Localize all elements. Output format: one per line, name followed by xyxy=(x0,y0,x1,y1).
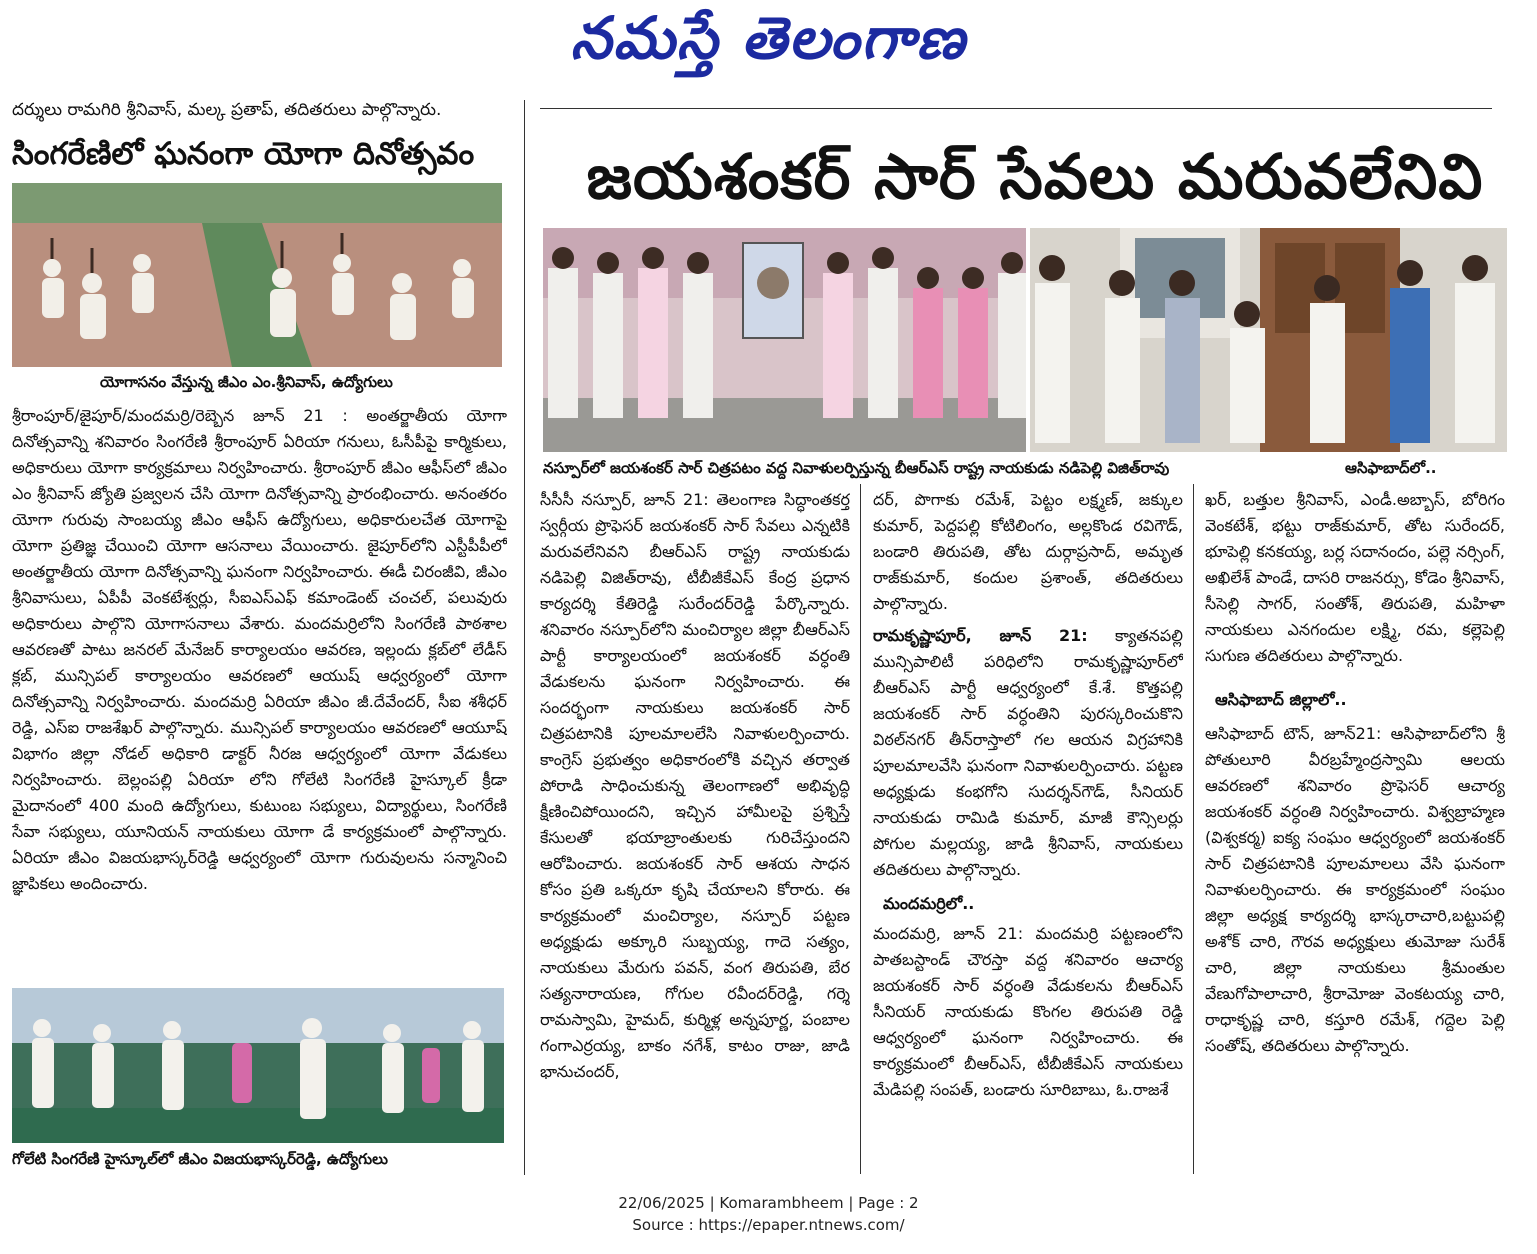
top-strip-text: దర్శులు రామగిరి శ్రీనివాస్, మల్క ప్రతాప్, తదితరులు పాల్గొన్నారు. xyxy=(12,100,442,120)
main-photo1-caption: నస్పూర్‌లో జయశంకర్ సార్ చిత్రపటం వద్ద నివాళులర్పిస్తున్న బీఆర్ఎస్ రాష్ట్ర నాయకుడు నడిపెల్లి విజిత్‌రావు xyxy=(543,459,1170,477)
masthead-logo: నమస్తే తెలంగాణ xyxy=(570,4,967,72)
yoga-photo-1 xyxy=(12,183,502,367)
left-body-text: శ్రీరాంపూర్/జైపూర్/మందమర్రి/రెబ్బెన జూన్ 21 : అంతర్జాతీయ యోగా దినోత్సవాన్ని శనివారం సింగరేణి శ్రీరాంపూర్ ఏరియా గనులు, ఓసీపీపై కార్మికులు, అధికారులు యోగా కార్యక్రమాలు నిర్వహించారు. శ్రీరాంపూర్ జీఎం ఆఫీస్‌లో జీఎం ఎం శ్రీనివాస్ జ్యోతి ప్రజ్వలన చేసి యోగా దినోత్సవాన్ని ప్రారంభించారు. అనంతరం యోగా గురువు సాంబయ్య జీఎం ఆఫీస్ ఉద్యోగులు, అధికారులచేత యోగాపై యోగా ప్రతిజ్ఞ చేయించి యోగా ఆసనాలు వేయించారు. జైపూర్‌లోని ఎస్టీపీపీలో అంతర్జాతీయ యోగా దినోత్సవాన్ని ఘనంగా నిర్వహించారు. ఈడీ చిరంజీవి, జీఎం శ్రీనివాసులు, ఏపీపీ వెంకటేశ్వర్లు, సీఐఎస్ఎఫ్ కమాండెంట్ చంచల్, పలువురు అధికారులు పాల్గొని యోగాసనాలు వేశారు. మందమర్రిలోని సింగరేణి పాఠశాల ఆవరణతో పాటు జనరల్ మేనేజర్ కార్యాలయం ఆవరణ, ఇల్లందు క్లబ్‌లో లేడీస్ క్లబ్, మున్సిపల్ కార్యాలయం ఆవరణలో ఆయుష్ ఆధ్వర్యంలో యోగా దినోత్సవాన్ని నిర్వహించారు. మందమర్రి ఏరియా జీఎం జీ.దేవేందర్, సీఐ శశీధర్ రెడ్డి, ఎస్ఐ రాజశేఖర్ పాల్గొన్నారు. మున్సిపల్ కార్యాలయం ఆవరణలో ఆయూష్ విభాగం జిల్లా నోడల్ అధికారి డాక్టర్ నీరజ ఆధ్వర్యంలో యోగా వేడుకలు నిర్వహించారు. బెల్లంపల్లి ఏరియా లోని గోలేటి సింగరేణి హైస్కూల్ క్రీడా మైదానంలో 400 మంది ఉద్యోగులు, కుటుంబ సభ్యులు, విద్యార్థులు, సింగరేణి సేవా సభ్యులు, యూనియన్ నాయకులు యోగా డే కార్యక్రమంలో పాల్గొన్నారు. ఏరియా జీఎం విజయభాస్కర్‌రెడ్డి ఆధ్వర్యంలో యోగా గురువులను సన్మానించి జ్ఞాపికలు అందించారు. xyxy=(12,406,507,893)
main-col2-para1: దర్, పొగాకు రమేశ్, పెట్టం లక్ష్మణ్, జక్కుల కుమార్, పెద్దపల్లి కోటిలింగం, అల్లకొండ రవిగౌడ్, బండారి తిరుపతి, తోట దుర్గాప్రసాద్, అమృత రాజ్‌కుమార్, కందుల ప్రశాంత్, తదితరులు పాల్గొన్నారు. xyxy=(873,490,1183,613)
left-headline: సింగరేణిలో ఘనంగా యోగా దినోత్సవం xyxy=(12,136,475,172)
main-photo-naspur xyxy=(543,228,1026,452)
footer-date-line: 22/06/2025 | Komarambheem | Page : 2 xyxy=(618,1194,919,1212)
top-rule xyxy=(540,108,1492,109)
column-divider-1 xyxy=(860,484,861,1174)
main-headline: జయశంకర్ సార్ సేవలు మరువలేనివి xyxy=(586,140,1484,213)
column-divider-main xyxy=(524,100,525,1175)
main-photo-asifabad xyxy=(1030,228,1507,452)
main-col-2 xyxy=(873,487,1183,1175)
main-col3-para2: ఆసిఫాబాద్ టౌన్, జూన్21: ఆసిఫాబాద్‌లోని శ్రీ పోతులూరి వీరబ్రహ్మేంద్రస్వామి ఆలయ ఆవరణలో శనివారం ప్రొఫెసర్ ఆచార్య జయశంకర్ వర్ధంతి నిర్వహించారు. విశ్వబ్రాహ్మణ (విశ్వకర్మ) ఐక్య సంఘం ఆధ్వర్యంలో జయశంకర్ సార్ చిత్రపటానికి పూలమాలలు వేసి ఘనంగా నివాళులర్పించారు. ఈ కార్యక్రమంలో సంఘం జిల్లా అధ్యక్ష కార్యదర్శి భాస్కరాచారి,బట్టుపల్లి అశోక్ చారి, గౌరవ అధ్యక్షులు తుమోజు సురేశ్ చారి, జిల్లా నాయకులు శ్రీమంతుల వేణుగోపాలాచారి, శ్రీరామోజు వెంకటయ్య చారి, రాధాకృష్ణ చారి, కస్తూరి రమేశ్, గద్దెల పెల్లి సంతోష్, తదితరులు పాల్గొన్నారు. xyxy=(1205,724,1505,1055)
main-col1-text: సీసీసీ నస్పూర్, జూన్ 21: తెలంగాణ సిద్ధాంతకర్త స్వర్గీయ ప్రొఫెసర్ జయశంకర్ సార్ సేవలు ఎన్నటికి మరువలేనివని బీఆర్ఎస్ రాష్ట్ర నాయకుడు నడిపెల్లి విజిత్‌రావు, టీబీజీకేఎస్ కేంద్ర ప్రధాన కార్యదర్శి కేతిరెడ్డి సురేందర్‌రెడ్డి పేర్కొన్నారు. శనివారం నస్పూర్‌లోని మంచిర్యాల జిల్లా బీఆర్ఎస్ పార్టీ కార్యాలయంలో జయశంకర్ వర్ధంతి వేడుకలను ఘనంగా నిర్వహించారు. ఈ సందర్భంగా నాయకులు జయశంకర్ సార్ చిత్రపటానికి పూలమాలలేసి నివాళులర్పించారు. కాంగ్రెస్ ప్రభుత్వం అధికారంలోకి వచ్చిన తర్వాత పోరాడి సాధించుకున్న తెలంగాణలో అభివృద్ధి క్షీణించిపోయిందని, ఇచ్చిన హామీలపై ప్రశ్నిస్తే కేసులతో భయాబ్రాంతులకు గురిచేస్తుందని ఆరోపించారు. జయశంకర్ సార్ ఆశయ సాధన కోసం ప్రతి ఒక్కరూ కృషి చేయాలని కోరారు. ఈ కార్యక్రమంలో మంచిర్యాల, నస్పూర్ పట్టణ అధ్యక్షుడు అక్కూరి సుబ్బయ్య, గాదె సత్యం, నాయకులు మేరుగు పవన్, వంగ తిరుపతి, బేర సత్యనారాయణ, గోగుల రవీందర్‌రెడ్డి, గర్శె రామస్వామి, హైమద్, కుర్మిళ్ల అన్నపూర్ణ, పంబాల గంగాఎర్రయ్య, బాకం నగేశ్, కాటం రాజు, జాడి భానుచందర్, xyxy=(540,490,850,1081)
left-photo1-caption: యోగాసనం వేస్తున్న జీఎం ఎం.శ్రీనివాస్, ఉద్యోగులు xyxy=(100,373,393,391)
main-col3-subhead: ఆసిఫాబాద్ జిల్లాలో.. xyxy=(1215,690,1347,709)
main-photo2-caption: ఆసిఫాబాద్‌లో.. xyxy=(1345,459,1437,477)
left-photo2-caption: గోలేటి సింగరేణి హైస్కూల్‌లో జీఎం విజయభాస్కర్‌రెడ్డి, ఉద్యోగులు xyxy=(12,1150,388,1168)
main-col2-subhead: మందమర్రిలో.. xyxy=(883,894,975,913)
left-article-body xyxy=(12,403,507,983)
main-col-1 xyxy=(540,487,850,1175)
yoga-photo-2 xyxy=(12,988,504,1143)
main-col2-para2 xyxy=(873,623,1183,883)
footer-source-link[interactable]: Source : https://epaper.ntnews.com/ xyxy=(632,1216,905,1234)
main-col-3 xyxy=(1205,487,1505,1175)
main-col2-para2-lead: రామకృష్ణాపూర్, జూన్ 21: xyxy=(873,626,1088,645)
main-col3-para1: ఖర్, బత్తుల శ్రీనివాస్, ఎండీ.అబ్బాస్, బోరిగం వెంకటేశ్, భట్టు రాజ్‌కుమార్, తోట సురేందర్, భూపెల్లి కనకయ్య, బర్ల సదానందం, పల్లె నర్సింగ్, అఖిలేశ్ పాండే, దాసరి రాజనర్సు, కోడెం శ్రీనివాస్, సీసెల్లి సాగర్, సంతోశ్, తిరుపతి, మహిళా నాయకులు ఎనగందుల లక్ష్మి, రమ, కల్లెపెల్లి సుగుణ తదితరులు పాల్గొన్నారు. xyxy=(1205,490,1505,665)
main-col2-para2-body: క్యాతనపల్లి మున్సిపాలిటీ పరిధిలోని రామకృష్ణాపూర్‌లో బీఆర్ఎస్ పార్టీ ఆధ్వర్యంలో కే.శే. కొత్తపల్లి జయశంకర్ సార్ వర్ధంతిని పురస్కరించుకొని విఠల్‌నగర్ తీన్‌రాస్తాలో గల ఆయన విగ్రహానికి పూలమాలవేసి ఘనంగా నివాళులర్పించారు. పట్టణ అధ్యక్షుడు కంభగోని సుదర్శన్‌గౌడ్, సీనియర్ నాయకుడు రామిడి కుమార్, మాజీ కౌన్సిలర్లు పోగుల మల్లయ్య, జాడి శ్రీనివాస్, నాయకులు తదితరులు పాల్గొన్నారు. xyxy=(873,626,1183,879)
main-col2-para3: మందమర్రి, జూన్ 21: మందమర్రి పట్టణంలోని పాతబస్టాండ్ చౌరస్తా వద్ద శనివారం ఆచార్య జయశంకర్ సార్ వర్ధంతి వేడుకలను బీఆర్ఎస్ సీనియర్ నాయకుడు కొంగల తిరుపతి రెడ్డి ఆధ్వర్యంలో ఘనంగా నిర్వహించారు. ఈ కార్యక్రమంలో బీఆర్ఎస్, టీబీజీకేఎస్ నాయకులు మేడిపల్లి సంపత్, బండారు సూరిబాబు, ఓ.రాజశే xyxy=(873,924,1183,1099)
column-divider-2 xyxy=(1193,484,1194,1174)
